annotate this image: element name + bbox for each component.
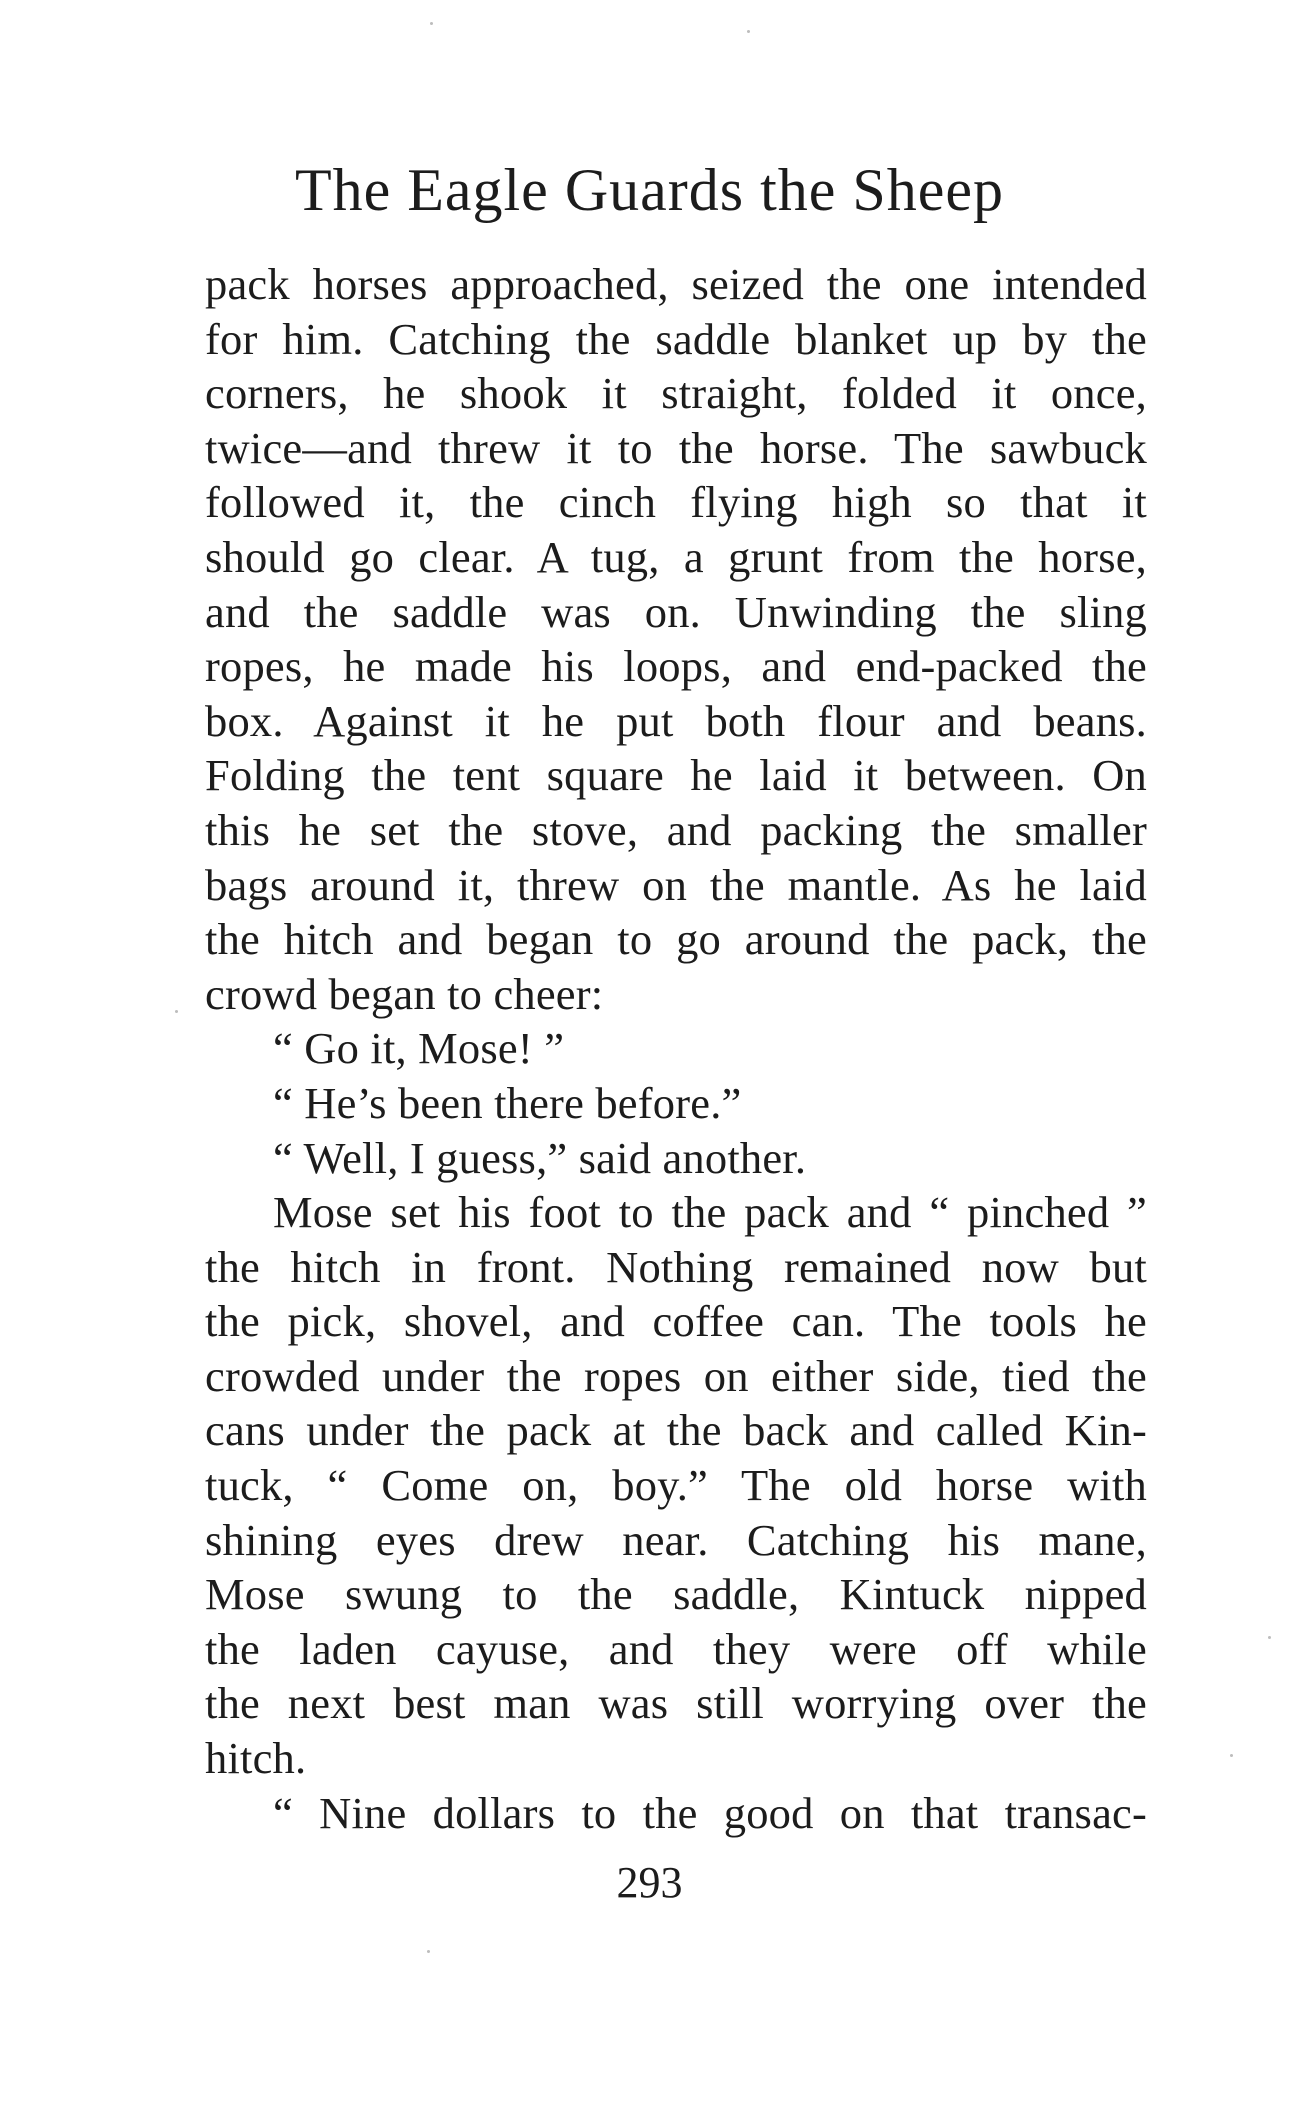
text-line: shining eyes drew near. Catching his mane,: [205, 1514, 1147, 1565]
paragraph-start-line: “ Nine dollars to the good on that transac-: [273, 1787, 1147, 1838]
text-line: followed it, the cinch flying high so that it: [205, 477, 1147, 528]
text-line: tuck, “ Come on, boy.” The old horse with: [205, 1460, 1147, 1511]
paper-speck: [747, 30, 750, 33]
paragraph-start-line: Mose set his foot to the pack and “ pinched ”: [273, 1187, 1147, 1238]
text-line: the laden cayuse, and they were off while: [205, 1623, 1147, 1674]
paper-speck: [175, 1010, 178, 1013]
text-line: pack horses approached, seized the one intended: [205, 259, 1147, 309]
text-line: Mose swung to the saddle, Kintuck nipped: [205, 1569, 1147, 1620]
body-text: [205, 257, 1147, 1840]
text-line: the pick, shovel, and coffee can. The tools he: [205, 1296, 1147, 1347]
text-line: should go clear. A tug, a grunt from the horse,: [205, 531, 1147, 582]
page-number: 293: [616, 1858, 683, 1907]
running-head: The Eagle Guards the Sheep: [294, 157, 1005, 223]
text-line: Folding the tent square he laid it between. On: [205, 750, 1147, 801]
paper-speck: [1268, 1636, 1271, 1639]
text-line: ropes, he made his loops, and end-packed the: [205, 641, 1147, 692]
text-line: and the saddle was on. Unwinding the sling: [205, 586, 1147, 637]
text-line: cans under the pack at the back and called Kin-: [205, 1405, 1147, 1456]
text-line: this he set the stove, and packing the smaller: [205, 804, 1147, 855]
dialogue-line: “ He’s been there before.”: [273, 1077, 742, 1128]
text-line: box. Against it he put both flour and beans.: [205, 695, 1147, 746]
text-line: corners, he shook it straight, folded it once,: [205, 368, 1147, 419]
paper-speck: [427, 1950, 430, 1953]
text-line: for him. Catching the saddle blanket up by the: [205, 313, 1147, 364]
paper-speck: [430, 22, 433, 25]
text-line: twice—and threw it to the horse. The sawbuck: [205, 422, 1147, 473]
dialogue-line: “ Well, I guess,” said another.: [273, 1132, 807, 1183]
paper-speck: [1230, 1754, 1233, 1757]
text-line: the next best man was still worrying over the: [205, 1678, 1147, 1729]
text-line: crowd began to cheer:: [205, 968, 604, 1019]
text-line: hitch.: [205, 1733, 307, 1784]
text-line: the hitch and began to go around the pack, the: [205, 914, 1147, 965]
text-line: bags around it, threw on the mantle. As he laid: [205, 859, 1147, 910]
dialogue-line: “ Go it, Mose! ”: [273, 1023, 565, 1074]
text-line: the hitch in front. Nothing remained now but: [205, 1241, 1147, 1292]
text-line: crowded under the ropes on either side, tied the: [205, 1350, 1147, 1401]
